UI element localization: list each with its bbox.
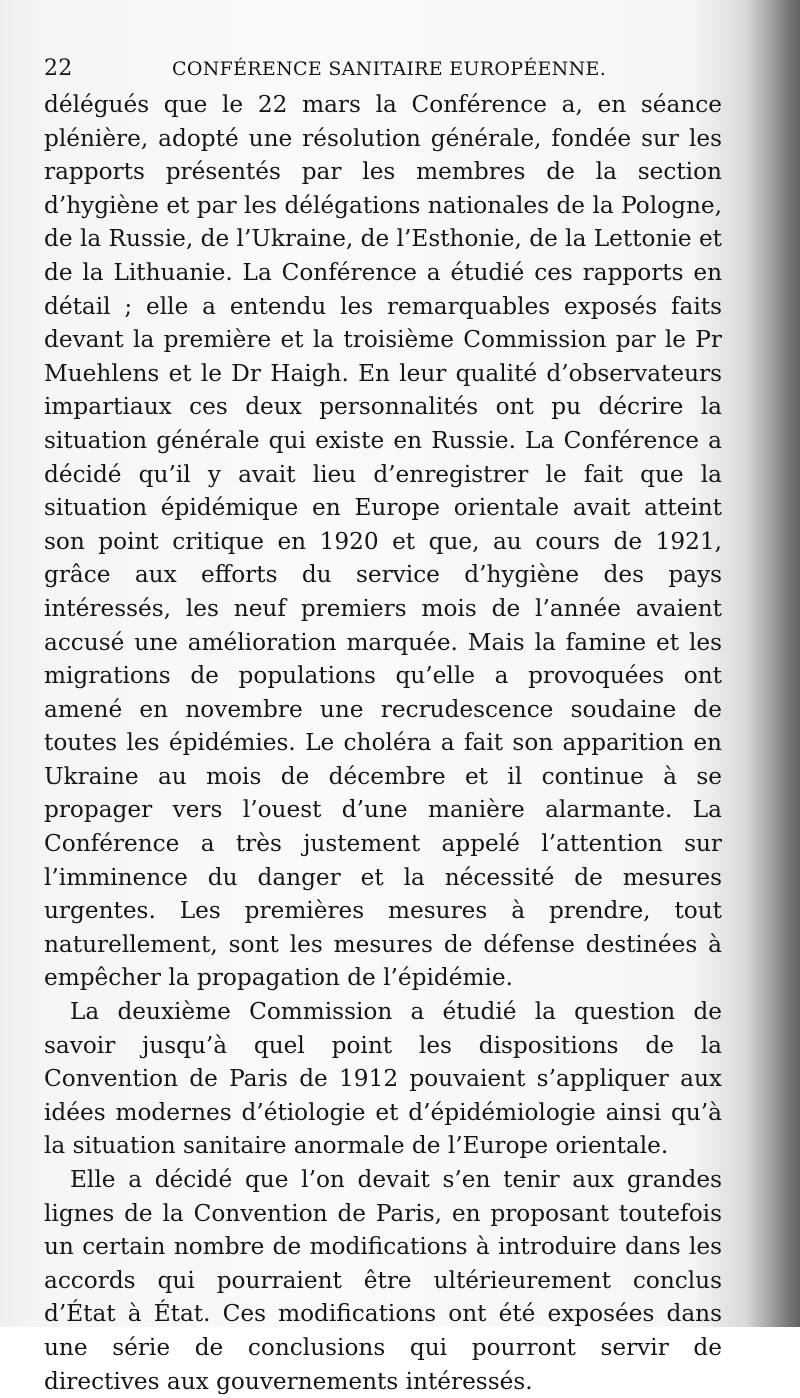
paragraph-3: Elle a décidé que l’on devait s’en tenir aux grandes lignes de la Convention de Paris, en proposant toutefois un certain nombre de modifications à introduire dans les accords qui pourraient être ultérieurement conclus d’État à État. Ces modifications ont été exposées dans une série de conclusions qui pourront servir de directives aux gouvernements intéressés. — [44, 1166, 722, 1395]
paragraph-2: La deuxième Commission a étudié la question de savoir jusqu’à quel point les dispositions de la Convention de Paris de 1912 pouvaient s’appliquer aux idées modernes d’étiologie et d’épidémiologie ainsi qu’à la situation sanitaire anormale de l’Europe orientale. — [44, 998, 722, 1160]
page-number: 22 — [44, 56, 73, 81]
paragraph-1: délégués que le 22 mars la Conférence a, en séance plénière, adopté une résolution générale, fondée sur les rapports présentés par les membres de la section d’hygiène et par les délégations nationales de la Pologne, de la Russie, de l’Ukraine, de l’Esthonie, de la Lettonie et de la Lithuanie. La Conférence a étudié ces rapports en détail ; elle a entendu les remarquables exposés faits devant la première et la troisième Commission par le Pr Muehlens et le Dr Haigh. En leur qualité d’observateurs impartiaux ces deux personnalités ont pu décrire la situation générale qui existe en Russie. La Conférence a décidé qu’il y avait lieu d’enregistrer le fait que la situation épidémique en Europe orientale avait atteint son point critique en 1920 et que, au cours de 1921, grâce aux efforts du service d’hygiène des pays intéressés, les neuf premiers mois de l’année avaient accusé une amélioration marquée. Mais la famine et les migrations de populations qu’elle a provoquées ont amené en novembre une recrudescence soudaine de toutes les épidémies. Le choléra a fait son apparition en Ukraine au mois de décembre et il continue à se propager vers l’ouest d’une manière alarmante. La Conférence a très justement appelé l’attention sur l’imminence du danger et la nécessité de mesures urgentes. Les premières mesures à prendre, tout naturellement, sont les mesures de défense destinées à empêcher la propagation de l’épidémie. — [44, 91, 722, 992]
body-text — [44, 88, 722, 1398]
page-edge-shadow — [770, 0, 800, 1327]
running-title: CONFÉRENCE SANITAIRE EUROPÉENNE. — [172, 58, 607, 80]
page-header — [44, 52, 744, 86]
